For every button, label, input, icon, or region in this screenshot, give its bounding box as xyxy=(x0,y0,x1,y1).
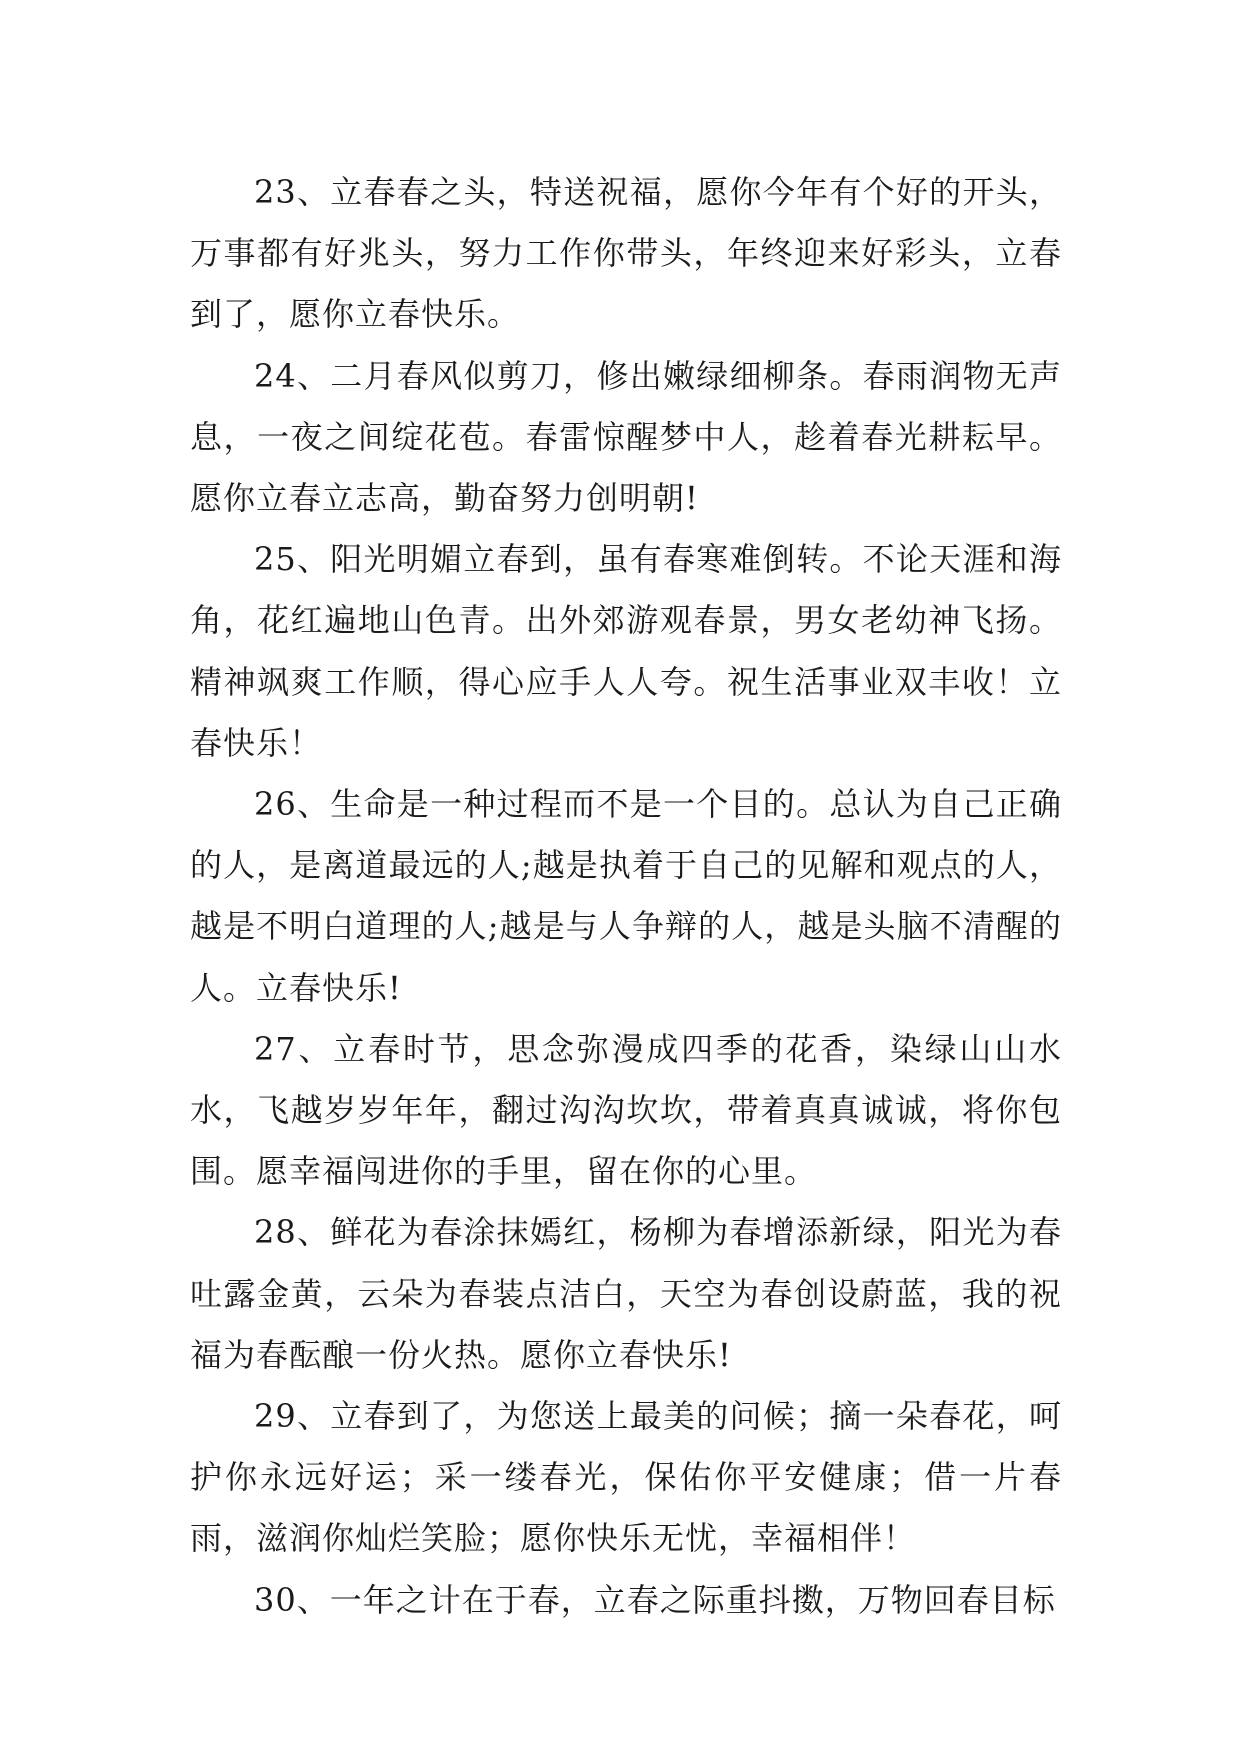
document-body xyxy=(190,162,1062,1631)
paragraph-25: 25、阳光明媚立春到，虽有春寒难倒转。不论天涯和海角，花红遍地山色青。出外郊游观春景，男女老幼神飞扬。精神飒爽工作顺，得心应手人人夸。祝生活事业双丰收！立春快乐！ xyxy=(190,540,1062,762)
paragraph-24: 24、二月春风似剪刀，修出嫩绿细柳条。春雨润物无声息，一夜之间绽花苞。春雷惊醒梦中人，趁着春光耕耘早。愿你立春立志高，勤奋努力创明朝! xyxy=(190,356,1062,518)
paragraph-28: 28、鲜花为春涂抹嫣红，杨柳为春增添新绿，阳光为春吐露金黄，云朵为春装点洁白，天空为春创设蔚蓝，我的祝福为春酝酿一份火热。愿你立春快乐! xyxy=(190,1213,1062,1374)
paragraph-29: 29、立春到了，为您送上最美的问候；摘一朵春花，呵护你永远好运；采一缕春光，保佑你平安健康；借一片春雨，滋润你灿烂笑脸；愿你快乐无忧，幸福相伴！ xyxy=(190,1397,1062,1558)
paragraph-26: 26、生命是一种过程而不是一个目的。总认为自己正确的人，是离道最远的人;越是执着于自己的见解和观点的人，越是不明白道理的人;越是与人争辩的人，越是头脑不清醒的人。立春快乐! xyxy=(190,785,1062,1007)
paragraph-30: 30、一年之计在于春，立春之际重抖擞，万物回春目标 xyxy=(254,1580,1056,1619)
paragraph-23: 23、立春春之头，特送祝福，愿你今年有个好的开头，万事都有好兆头，努力工作你带头，年终迎来好彩头，立春到了，愿你立春快乐。 xyxy=(190,173,1062,334)
paragraph-27: 27、立春时节，思念弥漫成四季的花香，染绿山山水水，飞越岁岁年年，翻过沟沟坎坎，带着真真诚诚，将你包围。愿幸福闯进你的手里，留在你的心里。 xyxy=(190,1029,1062,1191)
